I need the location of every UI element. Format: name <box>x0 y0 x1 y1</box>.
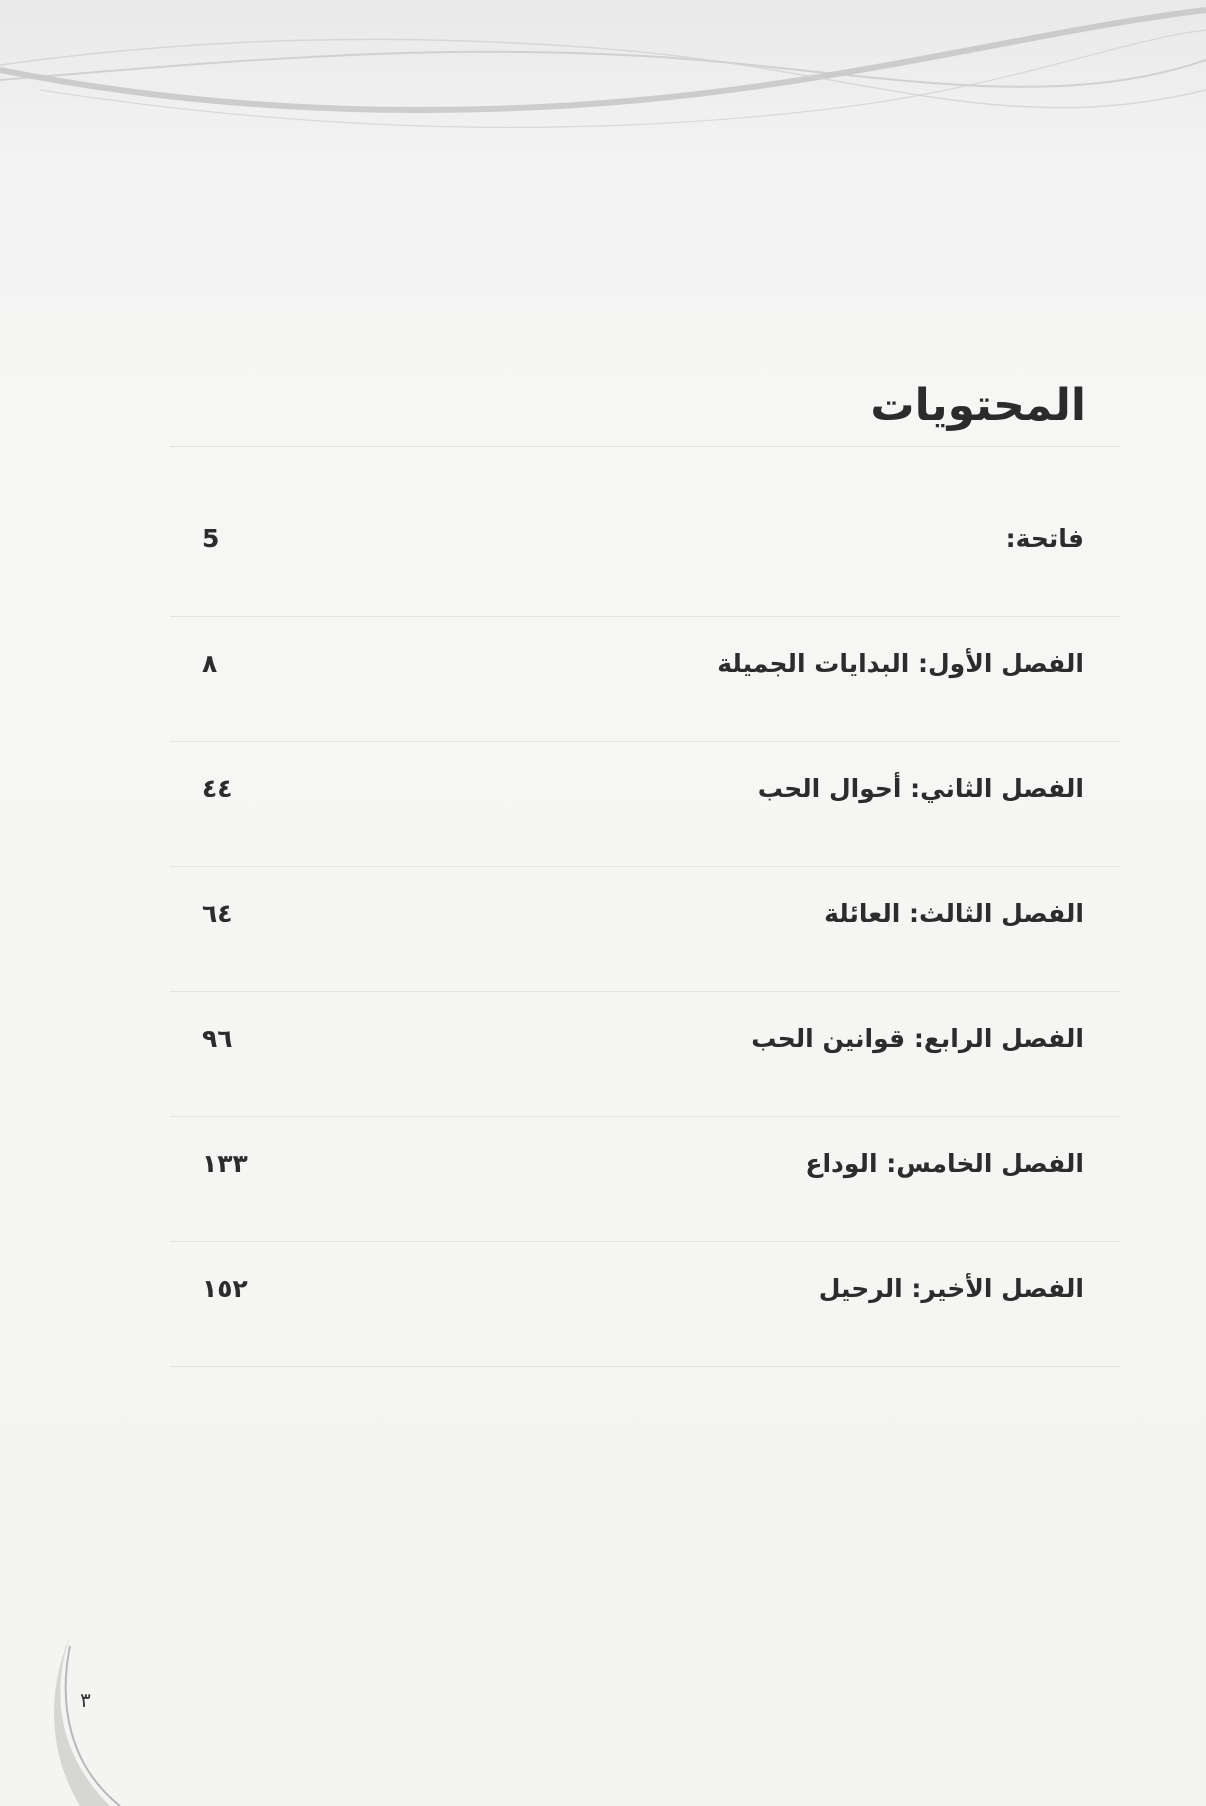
toc-entry-label: الفصل الأول: البدايات الجميلة <box>717 649 1084 678</box>
toc-entry[interactable] <box>170 875 1120 1000</box>
toc-list <box>170 500 1120 1375</box>
toc-entry-page: ١٥٢ <box>202 1274 248 1303</box>
toc-entry-page: ٨ <box>202 649 218 678</box>
toc-entry-divider <box>170 616 1120 617</box>
toc-entry[interactable] <box>170 625 1120 750</box>
toc-entry-label: الفصل الخامس: الوداع <box>805 1149 1084 1178</box>
toc-entry-divider <box>170 741 1120 742</box>
toc-title: المحتويات <box>870 380 1086 431</box>
toc-entry[interactable] <box>170 1000 1120 1125</box>
toc-entry-label: الفصل الرابع: قوانين الحب <box>751 1024 1084 1053</box>
title-divider <box>170 446 1120 447</box>
toc-entry-page: ١٣٣ <box>202 1149 248 1178</box>
toc-entry-page: ٩٦ <box>202 1024 233 1053</box>
toc-entry-label: الفصل الثاني: أحوال الحب <box>757 774 1084 803</box>
toc-entry-divider <box>170 866 1120 867</box>
toc-entry[interactable] <box>170 1125 1120 1250</box>
toc-entry-label: الفصل الثالث: العائلة <box>824 899 1084 928</box>
toc-entry-page: 5 <box>202 524 220 553</box>
toc-entry-divider <box>170 1241 1120 1242</box>
toc-entry[interactable] <box>170 1250 1120 1375</box>
toc-entry-page: ٤٤ <box>202 774 233 803</box>
toc-entry-divider <box>170 991 1120 992</box>
decorative-wave-header <box>0 0 1206 220</box>
toc-entry[interactable] <box>170 500 1120 625</box>
toc-entry-divider <box>170 1116 1120 1117</box>
toc-entry-label: الفصل الأخير: الرحيل <box>818 1274 1084 1303</box>
page-number: ٣ <box>80 1688 91 1712</box>
toc-entry-label: فاتحة: <box>1005 524 1084 553</box>
toc-entry-page: ٦٤ <box>202 899 233 928</box>
toc-entry[interactable] <box>170 750 1120 875</box>
toc-entry-divider <box>170 1366 1120 1367</box>
decorative-corner-swoosh <box>0 1636 140 1806</box>
